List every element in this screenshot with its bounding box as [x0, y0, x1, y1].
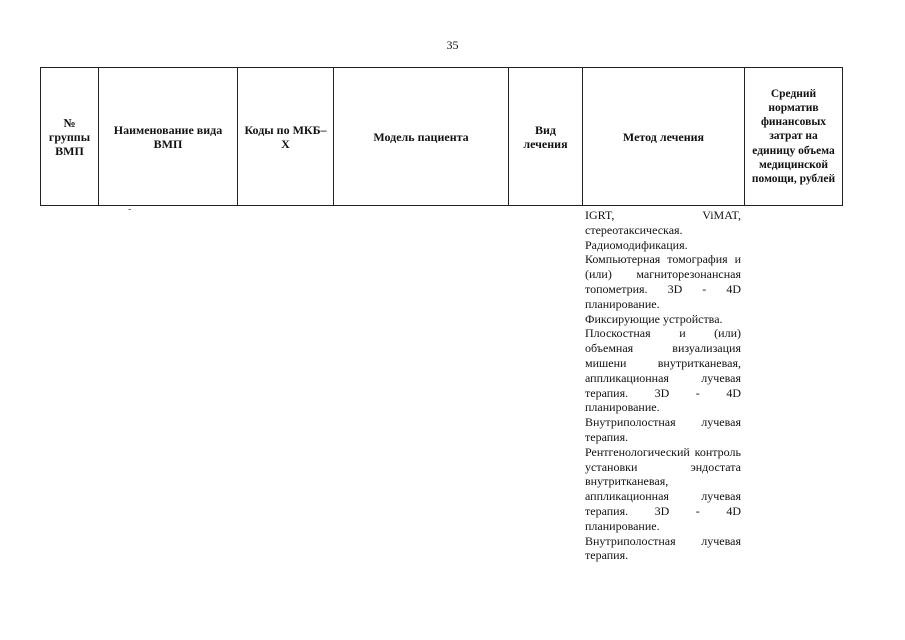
header-group-number: № группы ВМП — [41, 68, 99, 206]
header-average-cost: Средний норматив финансовых затрат на единицу объема медицинской помощи, рублей — [745, 68, 843, 206]
header-row — [41, 68, 843, 206]
header-icd-codes: Коды по МКБ–Х — [238, 68, 334, 206]
header-patient-model: Модель пациента — [334, 68, 509, 206]
leading-dash: - — [128, 204, 132, 215]
treatment-method-text: IGRT, ViMAT, стереотаксическая. Радиомодификация. Компьютерная томография и (или) магниторезонансная топометрия. 3D - 4D планирование. Фиксирующие устройства. Плоскостная и (или) объемная визуализация мишени внутритканевая, аппликационная лучевая терапия. 3D - 4D планирование. Внутриполостная лучевая терапия. Рентгенологический контроль установки эндостата внутритканевая, аппликационная лучевая терапия. 3D - 4D планирование. Внутриполостная лучевая терапия. — [585, 208, 741, 563]
header-vmp-name: Наименование вида ВМП — [99, 68, 238, 206]
header-treatment-type: Вид лечения — [509, 68, 583, 206]
header-treatment-method: Метод лечения — [583, 68, 745, 206]
page-number: 35 — [446, 38, 459, 52]
header-table — [40, 67, 843, 206]
